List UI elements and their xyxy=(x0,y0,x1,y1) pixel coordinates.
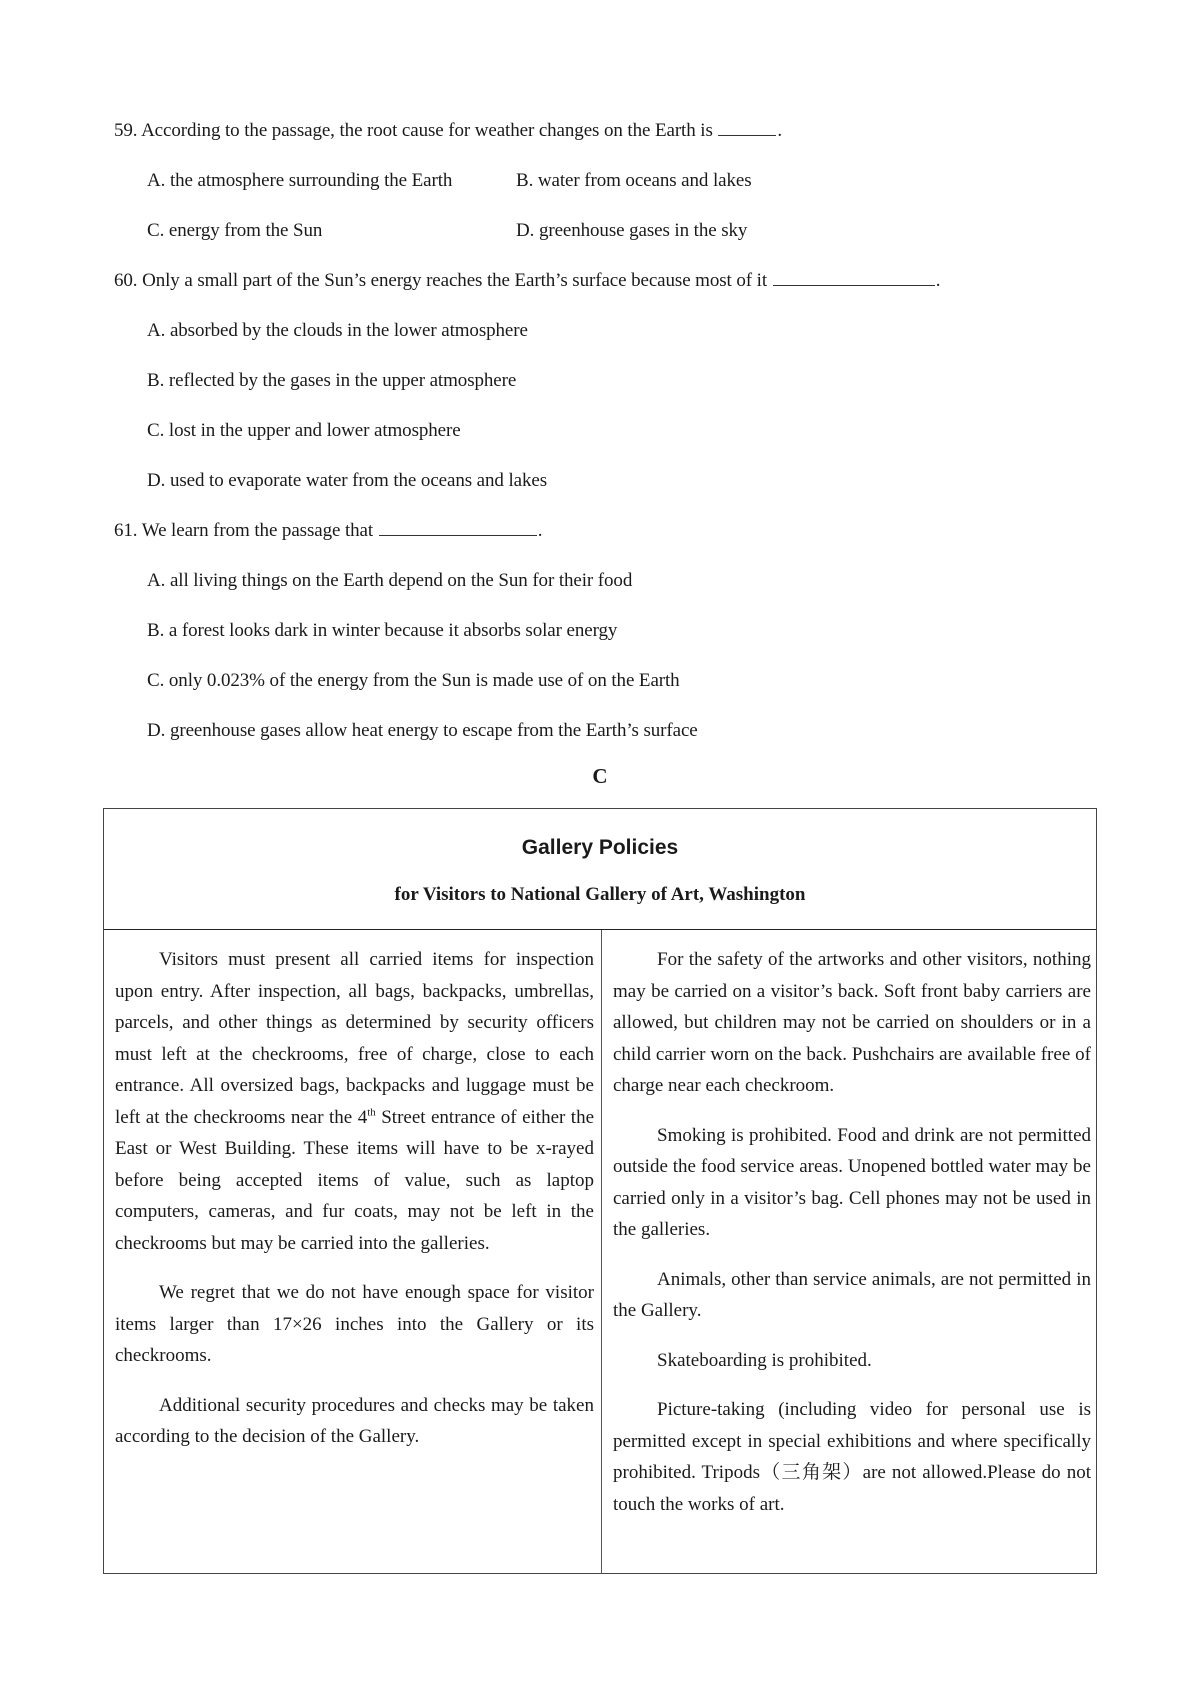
question-60-option-c xyxy=(147,420,461,442)
question-61-option-b xyxy=(147,620,617,642)
question-number: 59. xyxy=(114,120,138,141)
option-text: reflected by the gases in the upper atmosphere xyxy=(168,370,517,391)
option-letter: D. xyxy=(516,220,535,241)
policy-paragraph-size-limit: We regret that we do not have enough space for visitor items larger than 17×26 inches into the Gallery or its checkrooms. xyxy=(115,1282,594,1366)
notice-title: Gallery Policies xyxy=(521,836,679,859)
option-letter: A. xyxy=(147,170,166,191)
option-text: used to evaporate water from the oceans and lakes xyxy=(169,470,547,491)
option-text: all living things on the Earth depend on the Sun for their food xyxy=(169,570,633,591)
option-letter: C. xyxy=(147,420,165,441)
option-letter: A. xyxy=(147,570,166,591)
question-60-option-a xyxy=(147,320,528,342)
question-60-option-b xyxy=(147,370,516,392)
table-header xyxy=(104,809,1096,930)
ordinal-superscript: th xyxy=(367,1106,376,1119)
policy-paragraph-food-smoking: Smoking is prohibited. Food and drink are not permitted outside the food service areas. Unopened bottled water may be carried only in a visitor’s bag. Cell phones may not be used in the galleries. xyxy=(613,1124,1091,1240)
section-heading: C xyxy=(592,764,608,788)
question-59-option-b xyxy=(516,170,751,192)
paragraph-text: Visitors must present all carried items for inspection upon entry. After inspection, all bags, backpacks, umbrellas, parcels, and other things as determined by security officers must left at the checkrooms, free of charge, close to each entrance. All oversized bags, backpacks and luggage must be left at the checkrooms near the 4 xyxy=(115,949,594,1128)
question-text: We learn from the passage that xyxy=(141,520,374,541)
question-number: 61. xyxy=(114,520,138,541)
option-text: lost in the upper and lower atmosphere xyxy=(168,420,461,441)
policy-paragraph-security: Additional security procedures and checks may be taken according to the decision of the Gallery. xyxy=(115,1394,594,1447)
gallery-policies-table xyxy=(103,808,1097,1574)
option-letter: D. xyxy=(147,720,166,741)
question-number: 60. xyxy=(114,270,138,291)
option-text: only 0.023% of the energy from the Sun is made use of on the Earth xyxy=(168,670,680,691)
option-text: energy from the Sun xyxy=(168,220,323,241)
answer-blank xyxy=(379,534,537,536)
policy-paragraph-photography: Picture-taking (including video for personal use is permitted except in special exhibitions and where specifically prohibited. Tripods（三角架）are not allowed.Please do not touch the works of art. xyxy=(613,1399,1091,1515)
option-letter: B. xyxy=(516,170,534,191)
notice-subtitle: for Visitors to National Gallery of Art, Washington xyxy=(394,884,806,905)
question-60-option-d xyxy=(147,470,547,492)
option-text: absorbed by the clouds in the lower atmosphere xyxy=(169,320,528,341)
option-text: the atmosphere surrounding the Earth xyxy=(169,170,453,191)
question-59-option-a xyxy=(147,170,452,192)
option-letter: D. xyxy=(147,470,166,491)
paragraph-text: Street entrance of either the East or West Building. These items will have to be x-rayed before being accepted items of value, such as laptop computers, cameras, and fur coats, may not be left in the checkrooms but may be carried into the galleries. xyxy=(115,1106,594,1254)
question-60-stem xyxy=(114,270,940,292)
question-61-option-d xyxy=(147,720,698,742)
question-61-stem xyxy=(114,520,542,542)
policy-paragraph-skateboarding: Skateboarding is prohibited. xyxy=(657,1349,872,1371)
option-text: water from oceans and lakes xyxy=(537,170,752,191)
question-59-option-c xyxy=(147,220,322,242)
answer-blank xyxy=(718,134,776,136)
question-text: Only a small part of the Sun’s energy reaches the Earth’s surface because most of it xyxy=(142,270,768,291)
policy-paragraph-safety: For the safety of the artworks and other visitors, nothing may be carried on a visitor’s back. Soft front baby carriers are allowed, but children may not be carried on shoulders or in a child carrier worn on the back. Pushchairs are available free of charge near each checkroom. xyxy=(613,949,1091,1096)
policy-paragraph-inspection xyxy=(115,944,594,1259)
option-letter: C. xyxy=(147,670,165,691)
column-divider xyxy=(601,930,602,1574)
question-end-punct: . xyxy=(935,270,941,291)
question-61-option-c xyxy=(147,670,680,692)
question-text: According to the passage, the root cause for weather changes on the Earth is xyxy=(141,120,713,141)
option-letter: B. xyxy=(147,370,165,391)
left-column xyxy=(115,944,594,1471)
question-end-punct: . xyxy=(777,120,783,141)
policy-paragraph-animals: Animals, other than service animals, are not permitted in the Gallery. xyxy=(613,1268,1091,1321)
option-letter: A. xyxy=(147,320,166,341)
answer-blank xyxy=(773,284,935,286)
question-59-option-d xyxy=(516,220,747,242)
option-text: a forest looks dark in winter because it absorbs solar energy xyxy=(168,620,618,641)
question-end-punct: . xyxy=(537,520,543,541)
question-61-option-a xyxy=(147,570,632,592)
option-letter: B. xyxy=(147,620,165,641)
right-column xyxy=(613,944,1091,1538)
option-letter: C. xyxy=(147,220,165,241)
option-text: greenhouse gases allow heat energy to escape from the Earth’s surface xyxy=(169,720,698,741)
option-text: greenhouse gases in the sky xyxy=(538,220,748,241)
question-59-stem xyxy=(114,120,782,142)
